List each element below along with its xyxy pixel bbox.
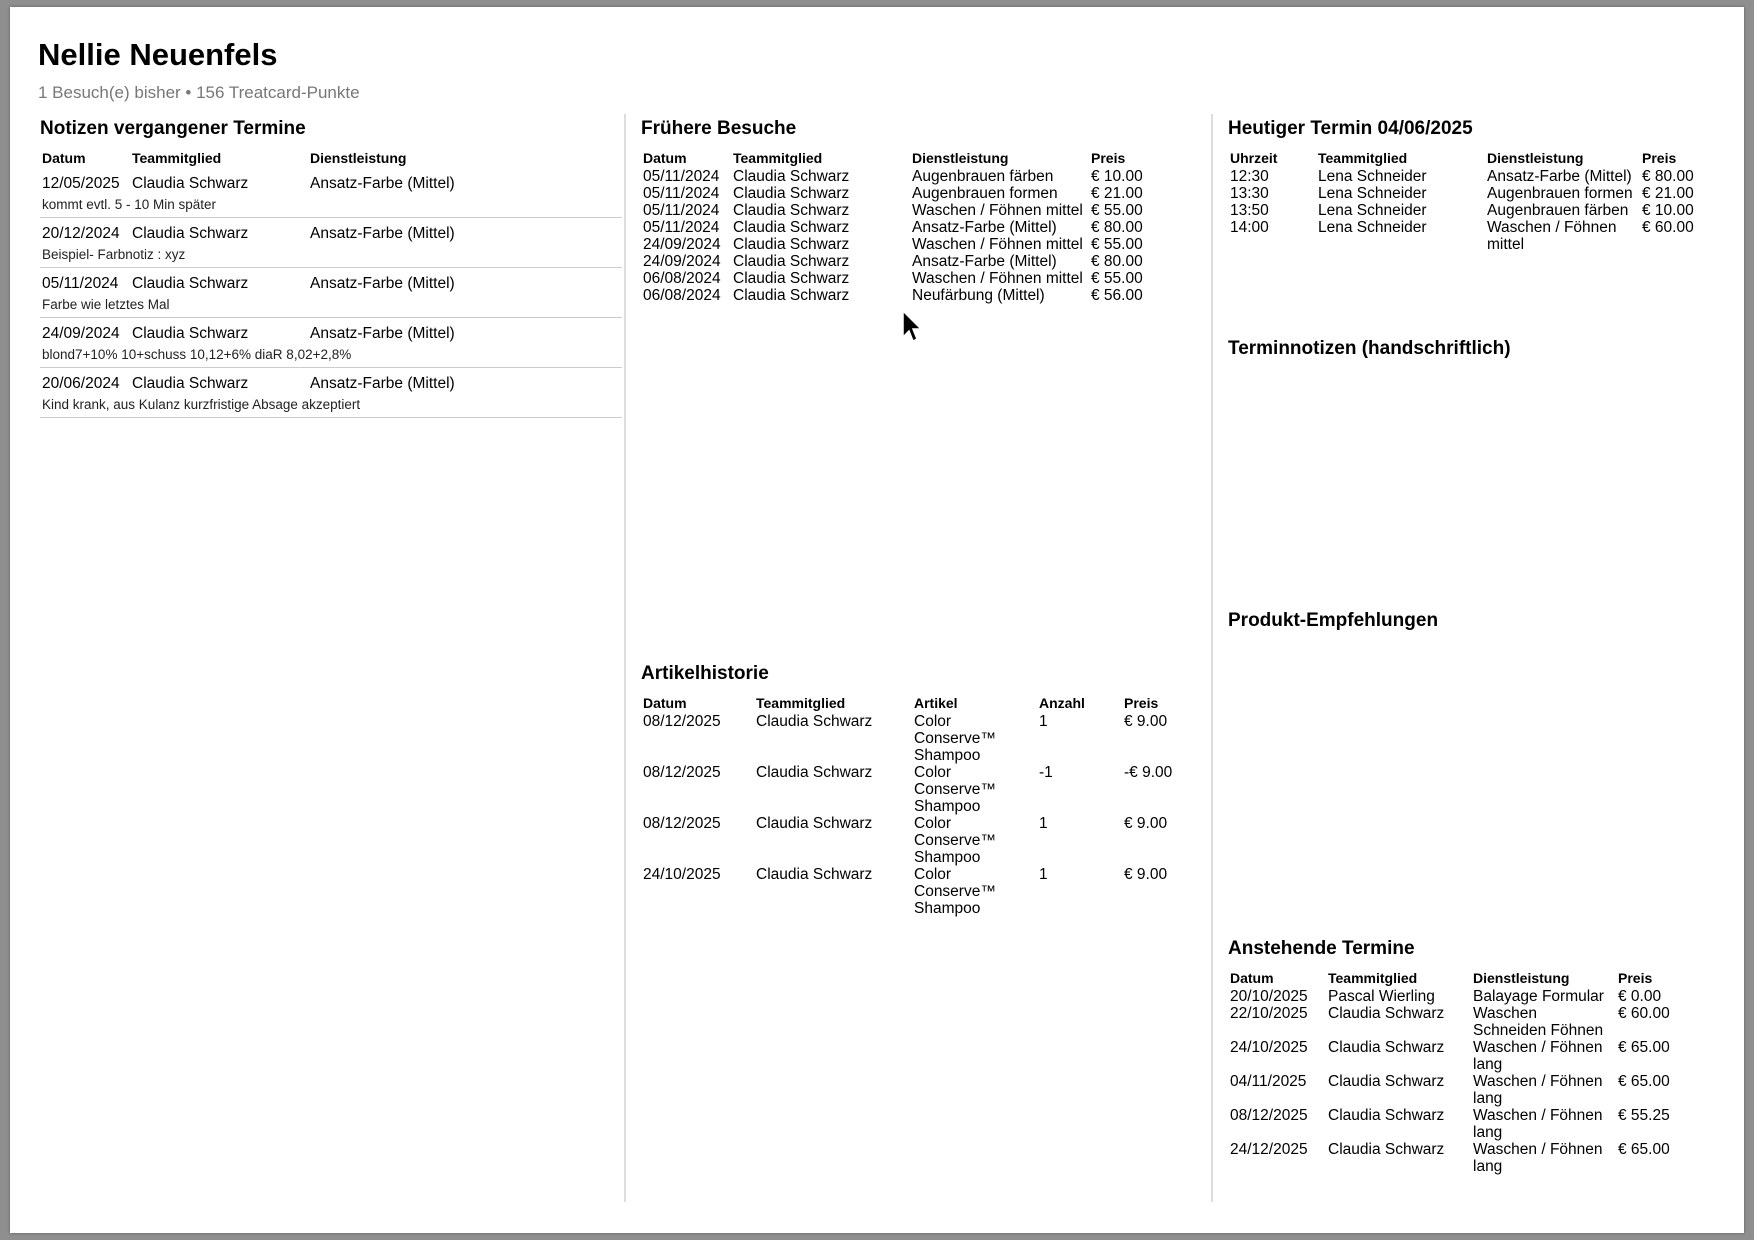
service-cell: Waschen / Föhnen lang (1473, 1039, 1603, 1073)
date-cell: 24/12/2025 (1230, 1141, 1308, 1158)
price-cell: € 65.00 (1618, 1141, 1670, 1158)
column-header: Uhrzeit (1230, 150, 1278, 166)
today-section (1228, 118, 1728, 253)
today-table (1228, 150, 1708, 253)
table-row (641, 219, 1161, 236)
article-cell: Color Conserve™ Shampoo (914, 866, 996, 917)
column-header: Preis (1618, 970, 1653, 986)
service-cell: Ansatz-Farbe (Mittel) (912, 219, 1057, 236)
staff-cell: Claudia Schwarz (733, 185, 850, 202)
staff-cell: Lena Schneider (1318, 202, 1427, 219)
column-header: Teammitglied (1328, 970, 1418, 986)
date-cell: 24/09/2024 (643, 236, 721, 253)
staff-cell: Claudia Schwarz (132, 275, 249, 292)
table-row (1228, 168, 1708, 185)
service-cell: Ansatz-Farbe (Mittel) (310, 275, 455, 292)
table-row (1228, 185, 1708, 202)
service-cell: Waschen / Föhnen lang (1473, 1073, 1603, 1107)
price-cell: € 80.00 (1642, 168, 1694, 185)
price-cell: € 55.00 (1091, 236, 1143, 253)
table-row (641, 815, 1181, 866)
product-recommendations-section (1228, 610, 1438, 642)
date-cell: 06/08/2024 (643, 270, 721, 287)
service-cell: Waschen / Föhnen mittel (1487, 219, 1617, 253)
client-summary: 1 Besuch(e) bisher • 156 Treatcard-Punkte (38, 83, 360, 102)
note-row (40, 292, 622, 318)
price-cell: € 0.00 (1618, 988, 1662, 1005)
column-header: Datum (42, 150, 86, 166)
price-cell: € 80.00 (1091, 253, 1143, 270)
service-cell: Ansatz-Farbe (Mittel) (310, 225, 455, 242)
table-row (641, 764, 1181, 815)
table-row (40, 318, 622, 343)
note-row (40, 242, 622, 268)
price-cell: € 9.00 (1124, 866, 1168, 883)
column-header: Dienstleistung (912, 150, 1009, 166)
time-cell: 13:30 (1230, 185, 1269, 202)
column-header: Dienstleistung (310, 150, 407, 166)
price-cell: -€ 9.00 (1124, 764, 1173, 781)
price-cell: € 60.00 (1618, 1005, 1670, 1022)
service-cell: Waschen / Föhnen lang (1473, 1141, 1603, 1175)
staff-cell: Claudia Schwarz (733, 168, 850, 185)
note-cell: kommt evtl. 5 - 10 Min später (40, 192, 622, 218)
quantity-cell: 1 (1039, 713, 1048, 730)
date-cell: 24/10/2025 (643, 866, 721, 883)
notes-table (40, 150, 622, 418)
date-cell: 08/12/2025 (643, 713, 721, 730)
date-cell: 05/11/2024 (643, 168, 720, 185)
price-cell: € 60.00 (1642, 219, 1694, 236)
table-row (1228, 988, 1708, 1005)
column-header: Preis (1124, 695, 1159, 711)
date-cell: 24/09/2024 (643, 253, 721, 270)
notes-section (40, 118, 624, 418)
upcoming-title: Anstehende Termine (1228, 938, 1415, 959)
table-row (1228, 1073, 1708, 1107)
note-cell: blond7+10% 10+schuss 10,12+6% diaR 8,02+2,8% (40, 342, 622, 368)
table-row (40, 168, 622, 192)
article-cell: Color Conserve™ Shampoo (914, 815, 996, 866)
note-row (40, 192, 622, 218)
staff-cell: Claudia Schwarz (132, 225, 249, 242)
price-cell: € 65.00 (1618, 1039, 1670, 1056)
service-cell: Ansatz-Farbe (Mittel) (310, 175, 455, 192)
column-divider (624, 114, 626, 1202)
column-header: Datum (643, 695, 687, 711)
quantity-cell: 1 (1039, 866, 1048, 883)
staff-cell: Claudia Schwarz (132, 375, 249, 392)
service-cell: Ansatz-Farbe (Mittel) (912, 253, 1057, 270)
client-name: Nellie Neuenfels (38, 37, 278, 72)
date-cell: 04/11/2025 (1230, 1073, 1307, 1090)
table-row (1228, 202, 1708, 219)
service-cell: Waschen / Föhnen mittel (912, 202, 1083, 219)
past-visits-table (641, 150, 1161, 304)
article-history-table (641, 695, 1181, 917)
price-cell: € 10.00 (1091, 168, 1143, 185)
table-row (641, 253, 1161, 270)
staff-cell: Claudia Schwarz (733, 202, 850, 219)
date-cell: 08/12/2025 (1230, 1107, 1308, 1124)
price-cell: € 21.00 (1091, 185, 1143, 202)
staff-cell: Claudia Schwarz (1328, 1073, 1445, 1090)
table-row (1228, 1141, 1708, 1175)
staff-cell: Lena Schneider (1318, 185, 1427, 202)
table-row (1228, 1039, 1708, 1073)
date-cell: 22/10/2025 (1230, 1005, 1308, 1022)
article-history-title: Artikelhistorie (641, 663, 769, 684)
price-cell: € 80.00 (1091, 219, 1143, 236)
column-divider (1211, 114, 1213, 1202)
date-cell: 05/11/2024 (42, 275, 119, 292)
table-row (1228, 219, 1708, 253)
table-row (641, 866, 1181, 917)
date-cell: 06/08/2024 (643, 287, 721, 304)
time-cell: 14:00 (1230, 219, 1269, 236)
date-cell: 24/10/2025 (1230, 1039, 1308, 1056)
date-cell: 08/12/2025 (643, 764, 721, 781)
column-header: Artikel (914, 695, 958, 711)
table-row (641, 236, 1161, 253)
column-header: Teammitglied (756, 695, 846, 711)
column-header: Dienstleistung (1473, 970, 1570, 986)
table-row (641, 202, 1161, 219)
service-cell: Augenbrauen färben (1487, 202, 1629, 219)
price-cell: € 9.00 (1124, 713, 1168, 730)
date-cell: 20/06/2024 (42, 375, 120, 392)
staff-cell: Claudia Schwarz (756, 764, 873, 781)
table-row (1228, 1107, 1708, 1141)
staff-cell: Claudia Schwarz (1328, 1039, 1445, 1056)
table-row (40, 268, 622, 293)
service-cell: Waschen / Föhnen mittel (912, 236, 1083, 253)
time-cell: 12:30 (1230, 168, 1269, 185)
staff-cell: Claudia Schwarz (1328, 1141, 1445, 1158)
price-cell: € 56.00 (1091, 287, 1143, 304)
table-row (641, 168, 1161, 185)
staff-cell: Claudia Schwarz (1328, 1107, 1445, 1124)
service-cell: Waschen / Föhnen mittel (912, 270, 1083, 287)
mouse-pointer-icon (902, 310, 924, 344)
staff-cell: Claudia Schwarz (756, 866, 873, 883)
date-cell: 20/12/2024 (42, 225, 120, 242)
table-row (1228, 1005, 1708, 1039)
article-cell: Color Conserve™ Shampoo (914, 764, 996, 815)
service-cell: Balayage Formular (1473, 988, 1604, 1005)
column-header: Teammitglied (132, 150, 222, 166)
table-row (40, 218, 622, 243)
table-row (641, 270, 1161, 287)
past-visits-title: Frühere Besuche (641, 118, 797, 139)
column-header: Preis (1091, 150, 1126, 166)
date-cell: 05/11/2024 (643, 202, 720, 219)
staff-cell: Claudia Schwarz (733, 219, 850, 236)
table-row (40, 368, 622, 393)
quantity-cell: -1 (1039, 764, 1053, 781)
column-header: Dienstleistung (1487, 150, 1584, 166)
staff-cell: Claudia Schwarz (733, 287, 850, 304)
service-cell: Ansatz-Farbe (Mittel) (310, 375, 455, 392)
note-cell: Kind krank, aus Kulanz kurzfristige Absage akzeptiert (40, 392, 622, 418)
service-cell: Ansatz-Farbe (Mittel) (1487, 168, 1632, 185)
table-row (641, 713, 1181, 764)
price-cell: € 21.00 (1642, 185, 1694, 202)
client-sheet (10, 7, 1744, 1233)
service-cell: Augenbrauen formen (912, 185, 1058, 202)
table-row (641, 287, 1161, 304)
handwritten-notes-section (1228, 338, 1511, 370)
quantity-cell: 1 (1039, 815, 1048, 832)
service-cell: Waschen / Föhnen lang (1473, 1107, 1603, 1141)
price-cell: € 55.00 (1091, 270, 1143, 287)
today-title: Heutiger Termin 04/06/2025 (1228, 118, 1473, 139)
staff-cell: Claudia Schwarz (733, 270, 850, 287)
column-header: Teammitglied (733, 150, 823, 166)
service-cell: Ansatz-Farbe (Mittel) (310, 325, 455, 342)
price-cell: € 65.00 (1618, 1073, 1670, 1090)
upcoming-table (1228, 970, 1708, 1175)
date-cell: 20/10/2025 (1230, 988, 1308, 1005)
upcoming-section (1228, 938, 1728, 1175)
handwritten-notes-title: Terminnotizen (handschriftlich) (1228, 338, 1511, 359)
table-row (641, 185, 1161, 202)
staff-cell: Claudia Schwarz (132, 325, 249, 342)
staff-cell: Lena Schneider (1318, 219, 1427, 236)
date-cell: 08/12/2025 (643, 815, 721, 832)
note-cell: Beispiel- Farbnotiz : xyz (40, 242, 622, 268)
service-cell: Neufärbung (Mittel) (912, 287, 1045, 304)
column-header: Datum (1230, 970, 1274, 986)
time-cell: 13:50 (1230, 202, 1269, 219)
article-cell: Color Conserve™ Shampoo (914, 713, 996, 764)
column-header: Anzahl (1039, 695, 1085, 711)
column-header: Datum (643, 150, 687, 166)
note-row (40, 392, 622, 418)
notes-title: Notizen vergangener Termine (40, 118, 306, 139)
staff-cell: Claudia Schwarz (756, 815, 873, 832)
date-cell: 05/11/2024 (643, 185, 720, 202)
staff-cell: Claudia Schwarz (132, 175, 249, 192)
service-cell: Augenbrauen formen (1487, 185, 1633, 202)
staff-cell: Lena Schneider (1318, 168, 1427, 185)
product-recommendations-title: Produkt-Empfehlungen (1228, 610, 1439, 631)
date-cell: 05/11/2024 (643, 219, 720, 236)
note-row (40, 342, 622, 368)
date-cell: 24/09/2024 (42, 325, 120, 342)
staff-cell: Claudia Schwarz (756, 713, 873, 730)
note-cell: Farbe wie letztes Mal (40, 292, 622, 318)
staff-cell: Pascal Wierling (1328, 988, 1435, 1005)
date-cell: 12/05/2025 (42, 175, 120, 192)
service-cell: Waschen Schneiden Föhnen (1473, 1005, 1604, 1039)
column-header: Teammitglied (1318, 150, 1408, 166)
service-cell: Augenbrauen färben (912, 168, 1054, 185)
column-header: Preis (1642, 150, 1677, 166)
staff-cell: Claudia Schwarz (1328, 1005, 1445, 1022)
price-cell: € 9.00 (1124, 815, 1168, 832)
article-history-section (641, 663, 1201, 917)
price-cell: € 55.25 (1618, 1107, 1670, 1124)
staff-cell: Claudia Schwarz (733, 253, 850, 270)
price-cell: € 10.00 (1642, 202, 1694, 219)
price-cell: € 55.00 (1091, 202, 1143, 219)
staff-cell: Claudia Schwarz (733, 236, 850, 253)
past-visits-section (641, 118, 1201, 304)
